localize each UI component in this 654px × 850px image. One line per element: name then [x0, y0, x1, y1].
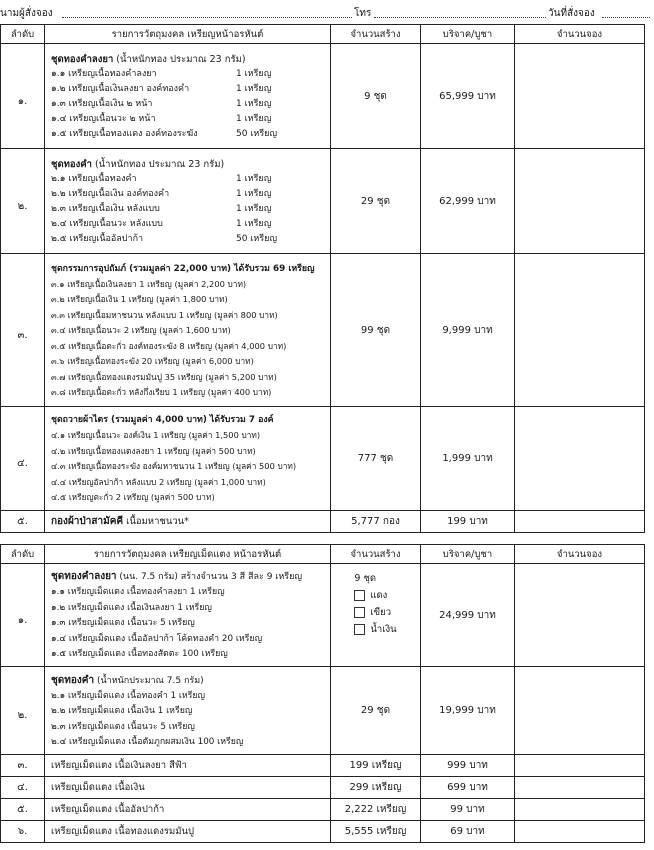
list-item: ๒.๑ เหรียญเม็ดแตง เนื้อทองคำ 1 เหรียญ — [51, 690, 206, 701]
set-description — [45, 511, 331, 533]
list-item: ๒.๔ เหรียญเนื้อนวะ หลังแบบ 1 เหรียญ — [51, 219, 272, 229]
table-row — [1, 511, 645, 533]
reserve-qty-cell[interactable] — [515, 799, 645, 821]
quantity-made: 199 เหรียญ — [331, 755, 421, 777]
set-title: ชุดถวายผ้าไตร (รวมมูลค่า 4,000 บาท) ได้รับรวม 7 องค์ — [51, 415, 274, 426]
list-item: ๑.๑ เหรียญเนื้อทองคำลงยา 1 เหรียญ — [51, 69, 272, 79]
table-header-row — [1, 25, 645, 44]
set-description — [45, 149, 331, 254]
order-header — [0, 4, 654, 22]
list-item: ๑.๕ เหรียญเนื้อทองแดง องค์ทองระฆัง 50 เหรียญ — [51, 129, 278, 139]
list-item: ๔.๓ เหรียญเนื้อทองระฆัง องค์มหาชนวน 1 เหรียญ (มูลค่า 500 บาท) — [51, 461, 297, 472]
donation-price: 69 บาท — [421, 821, 515, 843]
row-index: ๔. — [1, 777, 45, 799]
row-index: ๑. — [1, 564, 45, 667]
list-item: ๑.๕ เหรียญเม็ดแตง เนื้อทองสัตตะ 100 เหรียญ — [51, 649, 228, 660]
reserve-qty-cell[interactable] — [515, 511, 645, 533]
row-index: ๖. — [1, 821, 45, 843]
row-index: ๒. — [1, 667, 45, 755]
list-item: ๓.๔ เหรียญเนื้อนวะ 2 เหรียญ (มูลค่า 1,600 บาท) — [51, 325, 231, 335]
set-description — [45, 407, 331, 511]
quantity-made: 299 เหรียญ — [331, 777, 421, 799]
item-description: เหรียญเม็ดแตง เนื้อเงิน — [45, 777, 331, 799]
list-item: ๔.๔ เหรียญอัลปาก้า หลังแบบ 2 เหรียญ (มูลค่า 1,000 บาท) — [51, 476, 266, 487]
list-item: ๓.๑ เหรียญเนื้อเงินลงยา 1 เหรียญ (มูลค่า 2,200 บาท) — [51, 278, 247, 289]
quantity-made: 2,222 เหรียญ — [331, 799, 421, 821]
list-item: ๓.๖ เหรียญเนื้อทองระฆัง 20 เหรียญ (มูลค่า 6,000 บาท) — [51, 356, 254, 366]
reserve-qty-cell[interactable] — [515, 564, 645, 667]
row-index: ๔. — [1, 407, 45, 511]
list-item: ๑.๔ เหรียญเม็ดแตง เนื้ออัลปาก้า โค้ดทองคำ 20 เหรียญ — [51, 633, 263, 644]
set-title: ชุดทองคำ (น้ำหนักทอง ประมาณ 23 กรัม) — [51, 159, 225, 170]
list-item: ๑.๑ เหรียญเม็ดแตง เนื้อทองคำลงยา 1 เหรียญ — [51, 587, 225, 598]
donation-price: 199 บาท — [421, 511, 515, 533]
list-item: ๑.๒ เหรียญเนื้อเงินลงยา องค์ทองคำ 1 เหรียญ — [51, 84, 272, 94]
donation-price: 1,999 บาท — [421, 407, 515, 511]
item-description: เหรียญเม็ดแตง เนื้ออัลปาก้า — [45, 799, 331, 821]
table-row — [1, 254, 645, 407]
col-header-index: ลำดับ — [1, 545, 45, 564]
list-item: ๓.๗ เหรียญเนื้อทองแดงรมมันปู 35 เหรียญ (มูลค่า 5,200 บาท) — [51, 371, 277, 382]
list-item: ๒.๔ เหรียญเม็ดแตง เนื้อตัมภูกผสมเงิน 100 เหรียญ — [51, 737, 244, 747]
table-row — [1, 564, 645, 667]
list-item: ๔.๕ เหรียญตะกั่ว 2 เหรียญ (มูลค่า 500 บาท) — [51, 492, 215, 503]
quantity-made: 777 ชุด — [331, 407, 421, 511]
reserve-qty-cell[interactable] — [515, 254, 645, 407]
donation-price: 65,999 บาท — [421, 44, 515, 149]
reserve-qty-cell[interactable] — [515, 777, 645, 799]
set-title: ชุดกรรมการอุปถัมภ์ (รวมมูลค่า 22,000 บาท) ได้รับรวม 69 เหรียญ — [51, 263, 315, 274]
row-index: ๑. — [1, 44, 45, 149]
row-index: ๕. — [1, 799, 45, 821]
table-row — [1, 667, 645, 755]
set-title: ชุดทองคำลงยา (น้ำหนักทอง ประมาณ 23 กรัม) — [51, 54, 246, 65]
donation-price: 24,999 บาท — [421, 564, 515, 667]
checkbox-blue[interactable] — [354, 624, 365, 635]
list-item: ๒.๒ เหรียญเม็ดแตง เนื้อเงิน 1 เหรียญ — [51, 706, 193, 716]
quantity-text: 9 ชุด — [354, 573, 377, 584]
table-row — [1, 407, 645, 511]
donation-price: 19,999 บาท — [421, 667, 515, 755]
donation-price: 9,999 บาท — [421, 254, 515, 407]
set-title: ชุดทองคำลงยา (นน. 7.5 กรัม) สร้างจำนวน 3 สี สีละ 9 เหรียญ — [51, 571, 303, 583]
list-item: ๔.๒ เหรียญเนื้อทองแดงลงยา 1 เหรียญ (มูลค่า 500 บาท) — [51, 445, 256, 456]
set-description — [45, 254, 331, 407]
color-option-blue[interactable]: น้ำเงิน — [354, 621, 396, 638]
donation-price: 699 บาท — [421, 777, 515, 799]
date-label: วันที่สั่งจอง — [548, 8, 595, 19]
item-description: เหรียญเม็ดแตง เนื้อทองแดงรมมันปู — [45, 821, 331, 843]
reserve-qty-cell[interactable] — [515, 44, 645, 149]
table-row — [1, 777, 645, 799]
color-option-green[interactable]: เขียว — [354, 604, 396, 621]
list-item: ๒.๒ เหรียญเนื้อเงิน องค์ทองคำ 1 เหรียญ — [51, 189, 272, 199]
reserve-qty-cell[interactable] — [515, 821, 645, 843]
row-index: ๓. — [1, 755, 45, 777]
table-header-row — [1, 545, 645, 564]
list-item: ๑.๓ เหรียญเม็ดแตง เนื้อนวะ 5 เหรียญ — [51, 618, 195, 629]
set-description — [45, 564, 331, 667]
col-header-quantity-made: จำนวนสร้าง — [331, 25, 421, 44]
table-row — [1, 755, 645, 777]
table-row — [1, 44, 645, 149]
quantity-made: 9 ชุด — [331, 44, 421, 149]
orderer-field[interactable] — [62, 17, 352, 18]
col-header-quantity-made: จำนวนสร้าง — [331, 545, 421, 564]
list-item: ๓.๕ เหรียญเนื้อตะกั่ว องค์ทองระฆัง 8 เหรียญ (มูลค่า 4,000 บาท) — [51, 340, 287, 351]
item-description: เหรียญเม็ดแตง เนื้อเงินลงยา สีฟ้า — [45, 755, 331, 777]
quantity-made: 99 ชุด — [331, 254, 421, 407]
order-table-arahant-coins — [0, 24, 645, 533]
list-item: ๓.๓ เหรียญเนื้อมหาชนวน หลังแบบ 1 เหรียญ (มูลค่า 800 บาท) — [51, 309, 278, 320]
orderer-label: นามผู้สั่งจอง — [0, 8, 53, 19]
col-header-item: รายการวัตถุมงคล เหรียญเม็ดแตง หน้าอรหันต์ — [45, 545, 331, 564]
phone-label: โทร — [354, 8, 372, 19]
list-item: ๓.๘ เหรียญเนื้อตะกั่ว หลังกึ่งเรียบ 1 เหรียญ (มูลค่า 400 บาท) — [51, 387, 272, 397]
donation-price: 99 บาท — [421, 799, 515, 821]
list-item: ๓.๒ เหรียญเนื้อเงิน 1 เหรียญ (มูลค่า 1,800 บาท) — [51, 294, 228, 304]
reserve-qty-cell[interactable] — [515, 667, 645, 755]
col-header-donation: บริจาค/บูชา — [421, 545, 515, 564]
checkbox-green[interactable] — [354, 607, 365, 618]
list-item: ๒.๕ เหรียญเนื้ออัลปาก้า 50 เหรียญ — [51, 234, 278, 244]
donation-price: 62,999 บาท — [421, 149, 515, 254]
quantity-made: 29 ชุด — [331, 667, 421, 755]
col-header-item: รายการวัตถุมงคล เหรียญหน้าอรหันต์ — [45, 25, 331, 44]
list-item: ๒.๓ เหรียญเม็ดแตง เนื้อนวะ 5 เหรียญ — [51, 721, 195, 732]
quantity-made: 5,777 กอง — [331, 511, 421, 533]
quantity-made: 5,555 เหรียญ — [331, 821, 421, 843]
col-header-donation: บริจาค/บูชา — [421, 25, 515, 44]
table-row — [1, 799, 645, 821]
order-table-medtaeng-coins — [0, 544, 645, 843]
set-description — [45, 667, 331, 755]
list-item: ๒.๑ เหรียญเนื้อทองคำ 1 เหรียญ — [51, 174, 272, 184]
reserve-qty-cell[interactable] — [515, 755, 645, 777]
col-header-reserve-qty: จำนวนจอง — [515, 545, 645, 564]
list-item: ๑.๔ เหรียญเนื้อนวะ ๒ หน้า 1 เหรียญ — [51, 114, 272, 124]
reserve-qty-cell[interactable] — [515, 149, 645, 254]
col-header-reserve-qty: จำนวนจอง — [515, 25, 645, 44]
list-item: ๔.๑ เหรียญเนื้อนวะ องค์เงิน 1 เหรียญ (มูลค่า 1,500 บาท) — [51, 430, 261, 441]
table-row — [1, 821, 645, 843]
list-item: ๑.๒ เหรียญเม็ดแตง เนื้อเงินลงยา 1 เหรียญ — [51, 602, 212, 613]
set-description — [45, 44, 331, 149]
set-title: กองผ้าป่าสามัคคี เนื้อมหาชนวน* — [51, 516, 189, 527]
list-item: ๒.๓ เหรียญเนื้อเงิน หลังแบบ 1 เหรียญ — [51, 204, 272, 214]
quantity-made — [331, 564, 421, 667]
reserve-qty-cell[interactable] — [515, 407, 645, 511]
set-title: ชุดทองคำ (น้ำหนักประมาณ 7.5 กรัม) — [51, 674, 204, 686]
table-row — [1, 149, 645, 254]
row-index: ๕. — [1, 511, 45, 533]
col-header-index: ลำดับ — [1, 25, 45, 44]
row-index: ๒. — [1, 149, 45, 254]
color-options — [354, 570, 396, 638]
row-index: ๓. — [1, 254, 45, 407]
checkbox-red[interactable] — [354, 590, 365, 601]
date-field[interactable] — [602, 17, 650, 18]
quantity-made: 29 ชุด — [331, 149, 421, 254]
phone-field[interactable] — [374, 17, 546, 18]
donation-price: 999 บาท — [421, 755, 515, 777]
color-option-red[interactable]: แดง — [354, 587, 396, 604]
list-item: ๑.๓ เหรียญเนื้อเงิน ๒ หน้า 1 เหรียญ — [51, 99, 272, 109]
